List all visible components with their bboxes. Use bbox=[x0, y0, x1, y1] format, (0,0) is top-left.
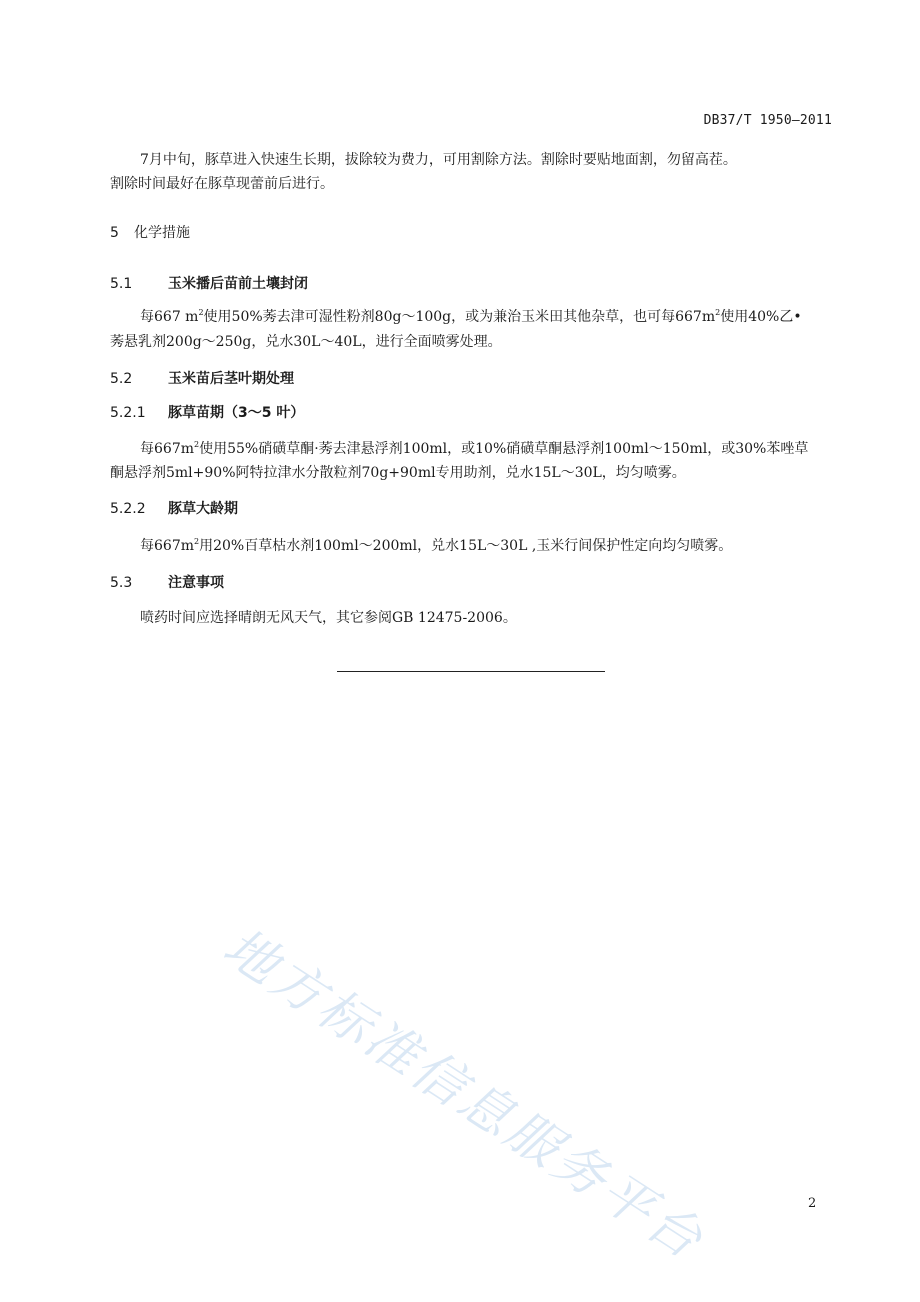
standard-code: DB37/T 1950—2011 bbox=[703, 113, 832, 128]
section-5-2-heading bbox=[110, 368, 294, 388]
section-title: 玉米苗后茎叶期处理 bbox=[168, 371, 294, 387]
section-number: 5.2 bbox=[110, 371, 133, 387]
section-title: 注意事项 bbox=[168, 575, 224, 591]
section-5-2-1-heading bbox=[110, 402, 304, 422]
page-number: 2 bbox=[808, 1196, 817, 1211]
section-title: 化学措施 bbox=[134, 225, 190, 241]
section-number: 5 bbox=[110, 225, 119, 241]
watermark: 地方标准信息服务平台 bbox=[212, 916, 716, 1273]
section-5-1-heading bbox=[110, 273, 308, 293]
section-number: 5.3 bbox=[110, 575, 133, 591]
section-number: 5.2.1 bbox=[110, 405, 146, 421]
s5-1-line-1: 每667 $m^2$使用50%莠去津可湿性粉剂80g～100g，或为兼治玉米田其他杂草，也可每$667m^2$使用40%乙• bbox=[140, 308, 802, 325]
section-title: 玉米播后苗前土壤封闭 bbox=[168, 276, 308, 292]
intro-line-1: 7月中旬，豚草进入快速生长期，拔除较为费力，可用割除方法。割除时要贴地面割，勿留高茬。 bbox=[140, 152, 737, 168]
section-5-heading bbox=[110, 222, 190, 242]
section-number: 5.2.2 bbox=[110, 501, 146, 517]
end-of-document-rule bbox=[337, 671, 605, 672]
section-title: 豚草苗期（3～5 叶） bbox=[168, 405, 305, 421]
intro-line-2: 割除时间最好在豚草现蕾前后进行。 bbox=[110, 176, 334, 192]
s5-3-line-1: 喷药时间应选择晴朗无风天气，其它参阅GB 12475-2006。 bbox=[140, 610, 517, 626]
s5-2-2-line-1: 每$667m^2$用20%百草枯水剂100ml～200ml，兑水15L～30L ,玉米行间保护性定向均匀喷雾。 bbox=[140, 537, 733, 554]
s5-2-1-line-2: 酮悬浮剂5ml+90%阿特拉津水分散粒剂70g+90ml专用助剂，兑水15L～30L，均匀喷雾。 bbox=[110, 465, 686, 481]
section-title: 豚草大龄期 bbox=[168, 501, 238, 517]
section-number: 5.1 bbox=[110, 276, 133, 292]
section-5-2-2-heading bbox=[110, 498, 238, 518]
s5-1-line-2: 莠悬乳剂200g～250g，兑水30L～40L，进行全面喷雾处理。 bbox=[110, 334, 502, 350]
s5-2-1-line-1: 每$667m^2$使用55%硝磺草酮·莠去津悬浮剂100ml，或10%硝磺草酮悬浮剂100ml～150ml，或30%苯唑草 bbox=[140, 440, 809, 457]
section-5-3-heading bbox=[110, 572, 224, 592]
